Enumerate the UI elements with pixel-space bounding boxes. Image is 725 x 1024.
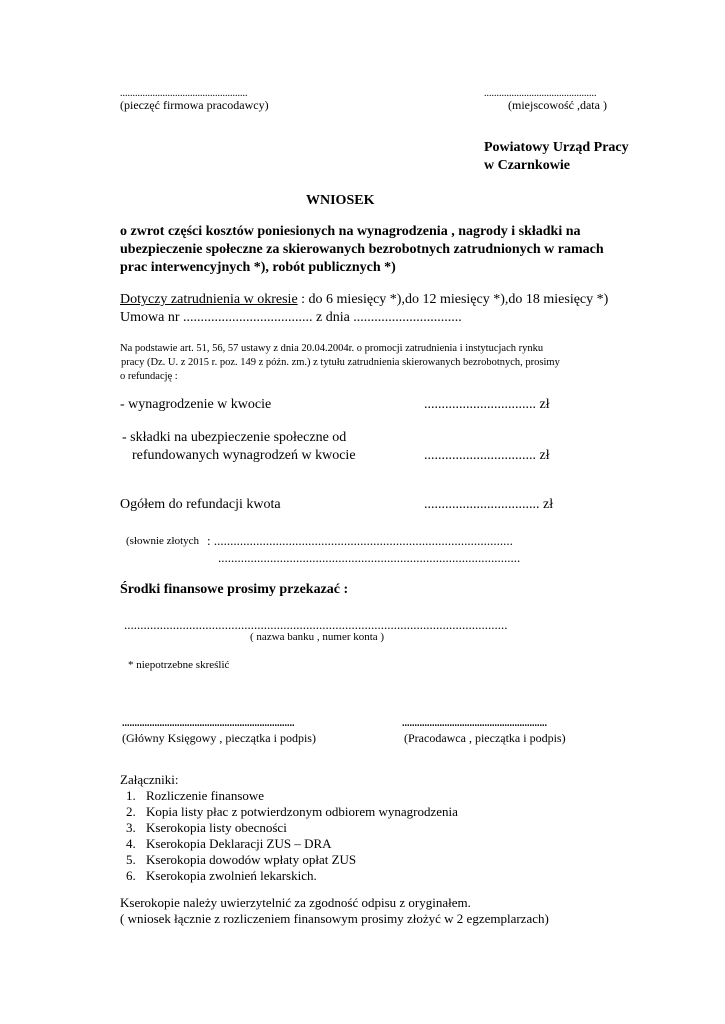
addressee-city: w Czarnkowie <box>484 158 570 173</box>
subject-line-3: prac interwencyjnych *), robót publicznych *) <box>120 260 396 275</box>
attachment-item: 3. Kserokopia listy obecności <box>126 820 287 835</box>
employer-signature-dots: .......................................................... <box>402 718 547 729</box>
attachment-item: 2. Kopia listy płac z potwierdzonym odbiorem wynagrodzenia <box>126 804 458 819</box>
attachment-text: Kserokopia Deklaracji ZUS – DRA <box>146 836 332 851</box>
contributions-label-2: refundowanych wynagrodzeń w kwocie <box>132 448 356 463</box>
attachment-text: Kserokopia listy obecności <box>146 820 287 835</box>
addressee-office: Powiatowy Urząd Pracy <box>484 140 629 155</box>
place-date-dots: ............................................. <box>484 88 597 99</box>
salary-label: - wynagrodzenie w kwocie <box>120 397 272 412</box>
place-date-label: (miejscowość ,data ) <box>508 98 607 112</box>
attachment-text: Rozliczenie finansowe <box>146 788 265 803</box>
attachment-item: 4. Kserokopia Deklaracji ZUS – DRA <box>126 836 332 851</box>
attachment-item: 1. Rozliczenie finansowe <box>126 788 265 803</box>
bank-account-dots: ...................................................................................................................... <box>124 617 508 632</box>
total-label: Ogółem do refundacji kwota <box>120 497 281 512</box>
legal-basis-line-2: pracy (Dz. U. z 2015 r. poz. 149 z późn. zm.) z tytułu zatrudnienia skierowanych bezrobotnych, prosimy <box>121 357 560 368</box>
legal-basis <box>120 342 560 384</box>
amount-in-words-line-2: ............................................................................................. <box>218 550 521 565</box>
legal-basis-line-3: o refundację : <box>120 371 178 382</box>
attachment-text: Kserokopia zwolnień lekarskich. <box>146 868 317 883</box>
bank-heading: Środki finansowe prosimy przekazać : <box>120 582 349 597</box>
employment-period-label: Dotyczy zatrudnienia w okresie <box>120 292 298 307</box>
company-stamp-dots: ................................................... <box>120 88 248 99</box>
closing-line-1: Kserokopie należy uwierzytelnić za zgodność odpisu z oryginałem. <box>120 895 471 910</box>
bank-account-label: ( nazwa banku , numer konta ) <box>250 631 385 643</box>
attachment-text: Kopia listy płac z potwierdzonym odbiorem wynagrodzenia <box>146 804 458 819</box>
employer-signature-label: (Pracodawca , pieczątka i podpis) <box>404 731 566 745</box>
legal-basis-line-1: Na podstawie art. 51, 56, 57 ustawy z dnia 20.04.2004r. o promocji zatrudnienia i instytucjach rynku <box>120 343 544 354</box>
employment-period-options: : do 6 miesięcy *),do 12 miesięcy *),do 18 miesięcy *) <box>297 292 609 307</box>
accountant-signature-label: (Główny Księgowy , pieczątka i podpis) <box>122 731 316 745</box>
attachments-list <box>126 788 458 884</box>
footnote: * niepotrzebne skreślić <box>128 659 230 671</box>
subject-block <box>120 223 604 277</box>
employment-period <box>120 292 608 308</box>
contract-line: Umowa nr ..................................... z dnia ............................... <box>120 310 462 325</box>
contributions-label-1: - składki na ubezpieczenie społeczne od <box>122 430 347 445</box>
amount-in-words-line-1: : ............................................................................................ <box>207 533 513 548</box>
attachment-text: Kserokopia dowodów wpłaty opłat ZUS <box>146 852 357 867</box>
attachments-heading: Załączniki: <box>120 772 179 787</box>
salary-value: ................................ zł <box>424 397 550 412</box>
amount-in-words-label: (słownie złotych <box>126 535 200 547</box>
subject-line-1: o zwrot części kosztów poniesionych na wynagrodzenia , nagrody i składki na <box>120 224 581 239</box>
accountant-signature-dots: ..................................................................... <box>122 718 295 729</box>
attachment-item: 5. Kserokopia dowodów wpłaty opłat ZUS <box>126 852 357 867</box>
total-value: ................................. zł <box>424 497 554 512</box>
company-stamp-label: (pieczęć firmowa pracodawcy) <box>120 98 269 112</box>
closing-line-2: ( wniosek łącznie z rozliczeniem finansowym prosimy złożyć w 2 egzemplarzach) <box>120 911 549 926</box>
document-title: WNIOSEK <box>306 193 375 208</box>
subject-line-2: ubezpieczenie społeczne za skierowanych bezrobotnych zatrudnionych w ramach <box>120 242 604 257</box>
attachment-item: 6. Kserokopia zwolnień lekarskich. <box>126 868 317 883</box>
contributions-value: ................................ zł <box>424 448 550 463</box>
